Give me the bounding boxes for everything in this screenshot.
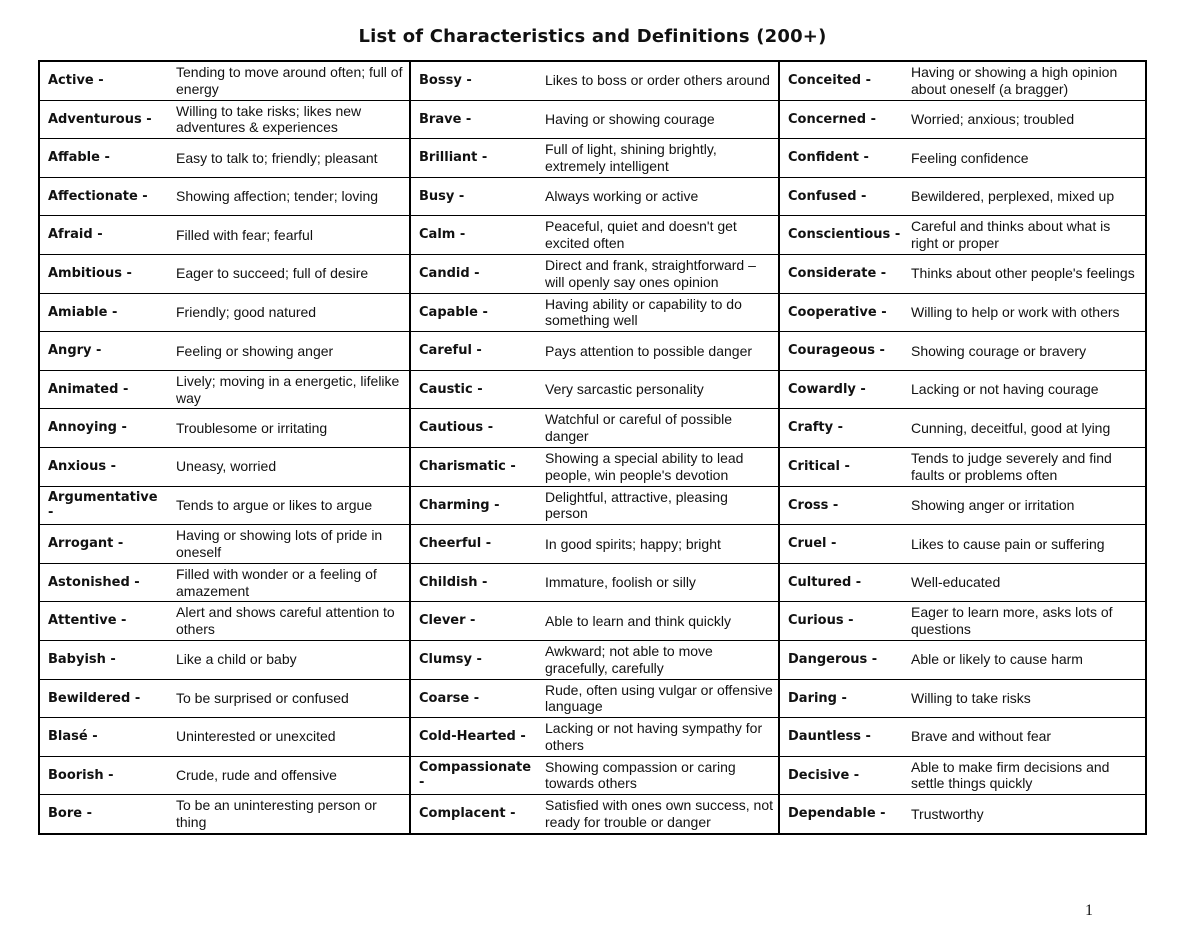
characteristic-word: Blasé - [39,718,170,757]
characteristic-word: Daring - [779,679,905,718]
table-row [39,679,1146,718]
table-row [39,139,1146,178]
characteristic-word: Careful - [410,332,539,371]
characteristic-word: Anxious - [39,447,170,486]
characteristic-definition: Having or showing lots of pride in oneself [170,525,410,564]
table-row [39,718,1146,757]
characteristic-word: Concerned - [779,100,905,139]
characteristic-word: Attentive - [39,602,170,641]
table-row [39,602,1146,641]
characteristic-word: Conscientious - [779,216,905,255]
characteristic-word: Crafty - [779,409,905,448]
characteristic-definition: Lively; moving in a energetic, lifelike way [170,370,410,409]
characteristic-word: Astonished - [39,563,170,602]
characteristic-word: Courageous - [779,332,905,371]
characteristic-definition: Able to learn and think quickly [539,602,779,641]
characteristic-definition: Feeling or showing anger [170,332,410,371]
characteristic-definition: Crude, rude and offensive [170,756,410,795]
characteristic-definition: Eager to learn more, asks lots of questions [905,602,1146,641]
characteristic-word: Decisive - [779,756,905,795]
characteristic-word: Conceited - [779,61,905,100]
characteristic-word: Compassionate - [410,756,539,795]
characteristic-definition: Direct and frank, straightforward – will openly say ones opinion [539,254,779,293]
characteristic-definition: Cunning, deceitful, good at lying [905,409,1146,448]
characteristic-word: Dependable - [779,795,905,834]
characteristic-word: Confident - [779,139,905,178]
characteristic-definition: Uninterested or unexcited [170,718,410,757]
characteristic-definition: Satisfied with ones own success, not ready for trouble or danger [539,795,779,834]
table-row [39,409,1146,448]
characteristics-table [38,60,1147,835]
table-row [39,447,1146,486]
characteristic-word: Childish - [410,563,539,602]
characteristic-word: Argumentative - [39,486,170,525]
characteristic-word: Brave - [410,100,539,139]
characteristic-definition: Easy to talk to; friendly; pleasant [170,139,410,178]
page-number: 1 [1085,902,1093,919]
characteristic-definition: Thinks about other people's feelings [905,254,1146,293]
characteristic-word: Calm - [410,216,539,255]
characteristic-definition: To be surprised or confused [170,679,410,718]
characteristic-definition: Very sarcastic personality [539,370,779,409]
characteristic-definition: Lacking or not having sympathy for others [539,718,779,757]
characteristic-definition: Having or showing a high opinion about oneself (a bragger) [905,61,1146,100]
table-row [39,563,1146,602]
characteristic-definition: Friendly; good natured [170,293,410,332]
characteristic-definition: Showing affection; tender; loving [170,177,410,216]
characteristic-word: Charismatic - [410,447,539,486]
characteristic-definition: Well-educated [905,563,1146,602]
characteristic-word: Cold-Hearted - [410,718,539,757]
characteristic-definition: Eager to succeed; full of desire [170,254,410,293]
table-row [39,293,1146,332]
characteristic-definition: Full of light, shining brightly, extremely intelligent [539,139,779,178]
characteristic-definition: To be an uninteresting person or thing [170,795,410,834]
characteristic-word: Dauntless - [779,718,905,757]
characteristic-word: Cross - [779,486,905,525]
characteristic-word: Affectionate - [39,177,170,216]
table-row [39,216,1146,255]
characteristic-word: Candid - [410,254,539,293]
table-row [39,177,1146,216]
characteristic-definition: Pays attention to possible danger [539,332,779,371]
characteristic-definition: In good spirits; happy; bright [539,525,779,564]
characteristic-word: Affable - [39,139,170,178]
characteristic-word: Charming - [410,486,539,525]
characteristic-word: Adventurous - [39,100,170,139]
characteristic-definition: Troublesome or irritating [170,409,410,448]
table-row [39,640,1146,679]
table-row [39,756,1146,795]
characteristic-word: Coarse - [410,679,539,718]
characteristic-definition: Peaceful, quiet and doesn't get excited often [539,216,779,255]
characteristic-word: Afraid - [39,216,170,255]
table-row [39,370,1146,409]
table-row [39,486,1146,525]
characteristic-word: Cooperative - [779,293,905,332]
table-row [39,795,1146,834]
characteristic-word: Clumsy - [410,640,539,679]
characteristic-word: Bore - [39,795,170,834]
table-row [39,525,1146,564]
characteristic-word: Annoying - [39,409,170,448]
table-row [39,61,1146,100]
characteristic-word: Busy - [410,177,539,216]
characteristic-definition: Immature, foolish or silly [539,563,779,602]
characteristic-definition: Lacking or not having courage [905,370,1146,409]
characteristic-definition: Feeling confidence [905,139,1146,178]
characteristic-word: Brilliant - [410,139,539,178]
characteristic-word: Ambitious - [39,254,170,293]
characteristic-definition: Showing compassion or caring towards others [539,756,779,795]
characteristic-definition: Willing to take risks; likes new adventures & experiences [170,100,410,139]
characteristic-definition: Rude, often using vulgar or offensive language [539,679,779,718]
characteristic-definition: Having or showing courage [539,100,779,139]
characteristic-word: Bewildered - [39,679,170,718]
characteristic-definition: Awkward; not able to move gracefully, carefully [539,640,779,679]
characteristic-definition: Careful and thinks about what is right or proper [905,216,1146,255]
characteristic-word: Arrogant - [39,525,170,564]
table-row [39,100,1146,139]
table-row [39,332,1146,371]
characteristic-word: Babyish - [39,640,170,679]
characteristic-word: Complacent - [410,795,539,834]
characteristic-definition: Able to make firm decisions and settle things quickly [905,756,1146,795]
characteristic-definition: Likes to cause pain or suffering [905,525,1146,564]
characteristic-word: Boorish - [39,756,170,795]
characteristic-word: Animated - [39,370,170,409]
characteristic-definition: Willing to help or work with others [905,293,1146,332]
characteristic-definition: Like a child or baby [170,640,410,679]
characteristic-definition: Able or likely to cause harm [905,640,1146,679]
characteristic-definition: Tends to argue or likes to argue [170,486,410,525]
characteristic-word: Bossy - [410,61,539,100]
characteristic-definition: Showing a special ability to lead people, win people's devotion [539,447,779,486]
characteristic-word: Amiable - [39,293,170,332]
characteristic-definition: Uneasy, worried [170,447,410,486]
page-title: List of Characteristics and Definitions (200+) [358,26,827,47]
characteristic-definition: Willing to take risks [905,679,1146,718]
characteristic-definition: Delightful, attractive, pleasing person [539,486,779,525]
characteristic-definition: Tends to judge severely and find faults or problems often [905,447,1146,486]
characteristic-word: Cultured - [779,563,905,602]
characteristic-word: Cruel - [779,525,905,564]
characteristic-word: Clever - [410,602,539,641]
characteristic-word: Caustic - [410,370,539,409]
characteristic-word: Critical - [779,447,905,486]
characteristic-definition: Alert and shows careful attention to others [170,602,410,641]
characteristic-word: Active - [39,61,170,100]
characteristic-definition: Trustworthy [905,795,1146,834]
characteristic-definition: Showing courage or bravery [905,332,1146,371]
characteristic-word: Confused - [779,177,905,216]
characteristic-definition: Filled with wonder or a feeling of amazement [170,563,410,602]
table-row [39,254,1146,293]
table-body [39,61,1146,834]
characteristic-definition: Likes to boss or order others around [539,61,779,100]
characteristic-word: Angry - [39,332,170,371]
characteristic-word: Considerate - [779,254,905,293]
characteristic-word: Cheerful - [410,525,539,564]
characteristic-word: Cautious - [410,409,539,448]
characteristic-definition: Worried; anxious; troubled [905,100,1146,139]
characteristic-definition: Brave and without fear [905,718,1146,757]
characteristic-definition: Showing anger or irritation [905,486,1146,525]
characteristic-word: Dangerous - [779,640,905,679]
characteristic-word: Capable - [410,293,539,332]
characteristic-word: Cowardly - [779,370,905,409]
characteristic-definition: Watchful or careful of possible danger [539,409,779,448]
characteristic-definition: Always working or active [539,177,779,216]
characteristic-word: Curious - [779,602,905,641]
characteristic-definition: Bewildered, perplexed, mixed up [905,177,1146,216]
characteristic-definition: Filled with fear; fearful [170,216,410,255]
characteristic-definition: Having ability or capability to do something well [539,293,779,332]
characteristic-definition: Tending to move around often; full of energy [170,61,410,100]
